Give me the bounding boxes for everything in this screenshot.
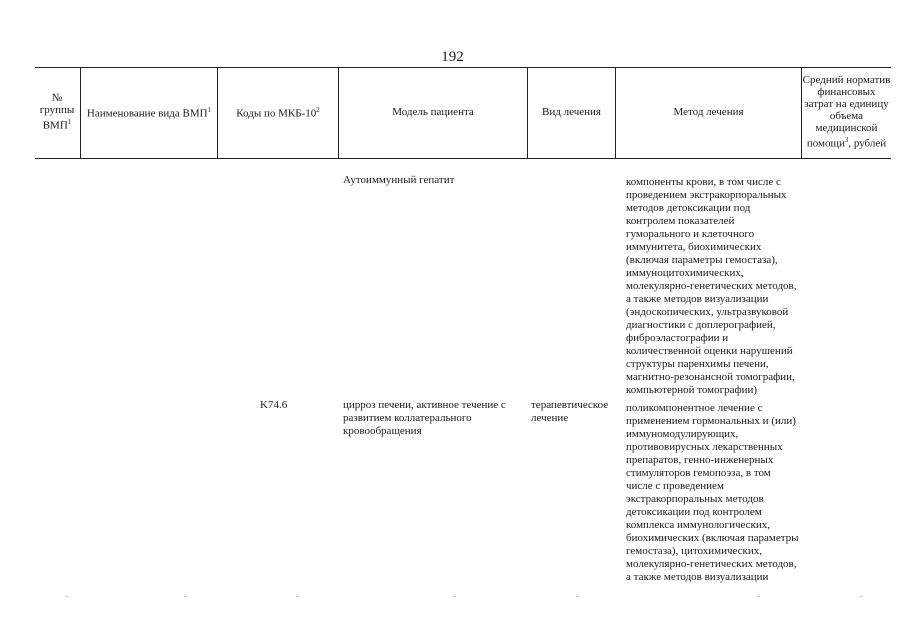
- scan-mark: [184, 596, 186, 597]
- header-avg-cost: Средний норматив финансовых затрат на единицу объема медицинской помощи$^3$, рублей: [802, 74, 891, 150]
- scan-mark: [454, 596, 456, 597]
- scan-mark: [66, 596, 68, 597]
- treatment-method-2: поликомпонентное лечение с применением гормональных и (или) иммуномодулирующих, противовирусных лекарственных препаратов, генно-инженерных стимуляторов гемопоэза, в том числе с проведением экстракорпоральных методов детоксикации под контролем комплекса иммунологических, биохимических (включая параметры гемостаза), цитохимических, молекулярно-генетических методов, а также методов визуализации: [626, 402, 799, 583]
- header-group-number: № группы ВМП$^1$: [39, 92, 75, 132]
- scan-mark: [758, 596, 760, 597]
- patient-model-cirrhosis: цирроз печени, активное течение с развитием коллатерального кровообращения: [343, 399, 506, 437]
- scan-mark: [296, 596, 298, 597]
- patient-model-autoimmune: Аутоиммунный гепатит: [343, 174, 455, 186]
- header-vmp-name: Наименование вида ВМП$^1$: [86, 106, 212, 120]
- header-patient-model: Модель пациента: [392, 106, 474, 118]
- treatment-method-1: компоненты крови, в том числе с проведением экстракорпоральных методов детоксикации под контролем показателей гуморального и клеточного иммунитета, биохимических (включая параметры гемостаза), иммуноцитохимических, молекулярно-генетических методов, а также методов визуализации (эндоскопических, ультразвуковой диагностики с доплерографией, фиброэластографии и количественной оценки нарушений структуры паренхимы печени, магнитно-резонансной томографии, компьютерной томографии): [626, 176, 797, 396]
- scan-mark: [576, 596, 578, 597]
- page-number: 192: [441, 49, 464, 65]
- header-treatment-method: Метод лечения: [673, 106, 744, 118]
- treatment-type: терапевтическое лечение: [531, 399, 609, 424]
- icd-code: K74.6: [260, 399, 288, 411]
- header-treatment-type: Вид лечения: [542, 106, 601, 118]
- scan-mark: [860, 596, 862, 597]
- header-icd-codes: Коды по МКБ-$10^2$: [236, 106, 320, 120]
